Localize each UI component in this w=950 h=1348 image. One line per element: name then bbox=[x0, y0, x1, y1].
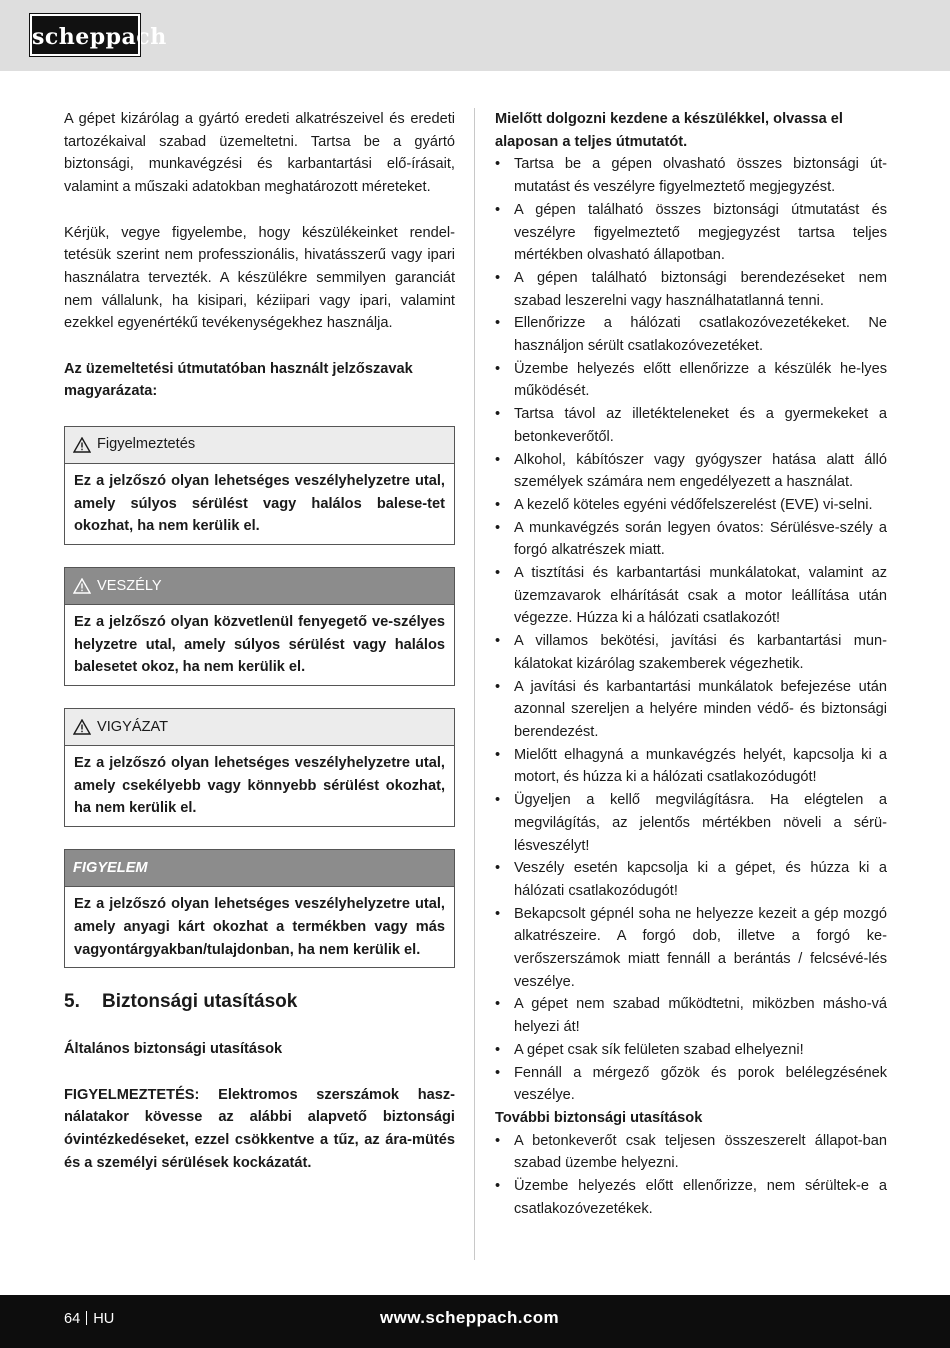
general-warning-paragraph bbox=[64, 1084, 455, 1175]
danger-box bbox=[64, 567, 455, 686]
list-item: • Mielőtt elhagyná a munkavégzés helyét, kapcsolja ki a motort, és húzza ki a hálózati csatlakozódugót! bbox=[495, 744, 887, 789]
caution-box-text: Ez a jelzőszó olyan lehetséges veszélyhelyzetre utal, amely csekélyebb vagy könnyebb sérülést okozhat, ha nem kerülik el. bbox=[74, 755, 445, 817]
danger-box-title: VESZÉLY bbox=[97, 577, 162, 594]
general-warning-text: Elektromos szerszámok hasz-nálatakor kövesse az alábbi alapvető biztonsági óvintézkedéseket, ezzel csökkentve a tűz, az ára-mütés és a személyi sérülések kockázatát. bbox=[64, 1086, 455, 1171]
section-heading bbox=[64, 990, 455, 1014]
warning-triangle-icon bbox=[73, 578, 91, 594]
safety-bullet-list bbox=[495, 153, 887, 1107]
list-item: • Alkohol, kábítószer vagy gyógyszer hatása alatt álló személyek számára nem engedélyezett a használat. bbox=[495, 449, 887, 494]
list-item: • Üzembe helyezés előtt ellenőrizze, nem sérültek-e a csatlakozóvezetékek. bbox=[495, 1175, 887, 1220]
list-item: • Fennáll a mérgező gőzök és porok belélegzésének veszélye. bbox=[495, 1062, 887, 1107]
intro-paragraph-2: Kérjük, vegye figyelembe, hogy készülékeinket rendel-tetésük szerint nem professzionális, hivatásszerű vagy ipari használatra tervezték. A készülékre semmilyen garanciát nem vállalunk, ha kisipari, kéziipari vagy ipari, valamint ezekkel egyenértékű tevékenységekhez használja. bbox=[64, 224, 455, 332]
page-separator bbox=[86, 1311, 87, 1325]
website-link[interactable]: www.scheppach.com bbox=[380, 1308, 560, 1327]
section-title: Biztonsági utasítások bbox=[102, 991, 298, 1013]
caution-box-header bbox=[65, 709, 454, 746]
notice-box-header bbox=[65, 850, 454, 887]
notice-box-title: FIGYELEM bbox=[73, 859, 148, 876]
read-manual-intro: Mielőtt dolgozni kezdene a készülékkel, olvassa el alaposan a teljes útmutatót. bbox=[495, 111, 843, 150]
list-item: • A gépen található összes biztonsági útmutatást és veszélyre figyelmeztető megjegyzést tartsa teljes mértékben olvasható állapotban. bbox=[495, 199, 887, 267]
language-code: HU bbox=[93, 1311, 115, 1327]
danger-box-text: Ez a jelzőszó olyan közvetlenül fenyegető ve-szélyes helyzetre utal, amely súlyos sérülést vagy halálos balesetet okoz, ha nem kerülik el. bbox=[74, 613, 445, 676]
warning-box bbox=[64, 426, 455, 545]
list-item: • A gépet nem szabad működtetni, miközben másho-vá helyezi át! bbox=[495, 993, 887, 1038]
caution-box-title: VIGYÁZAT bbox=[97, 718, 169, 735]
warning-box-title: Figyelmeztetés bbox=[97, 436, 196, 453]
list-item: • A gépet csak sík felületen szabad elhelyezni! bbox=[495, 1039, 887, 1062]
general-safety-heading: Általános biztonsági utasítások bbox=[64, 1041, 283, 1058]
list-item: • Bekapcsolt gépnél soha ne helyezze kezeit a gép mozgó alkatrészeire. A forgó dob, illetve a forgó ke-verőszerszámok miatt fennáll a berántás / felcsévé-lés veszélye. bbox=[495, 903, 887, 994]
list-item: • Tartsa be a gépen olvasható összes biztonsági út-mutatást és veszélyre figyelmeztető megjegyzést. bbox=[495, 153, 887, 198]
list-item: • A kezelő köteles egyéni védőfelszerelést (EVE) vi-selni. bbox=[495, 494, 887, 517]
warning-box-text: Ez a jelzőszó olyan lehetséges veszélyhelyzetre utal, amely súlyos sérülést vagy halálos balese-tet okozhat, ha nem kerülik el. bbox=[74, 472, 445, 535]
header-bar bbox=[0, 0, 950, 71]
danger-box-header bbox=[65, 568, 454, 605]
list-item: • Tartsa távol az illetékteleneket és a gyermekeket a betonkeverőtől. bbox=[495, 403, 887, 448]
further-safety-heading: További biztonsági utasítások bbox=[495, 1109, 703, 1126]
warning-box-header bbox=[65, 427, 454, 464]
list-item: • A munkavégzés során legyen óvatos: Sérülésve-szély a forgó alkatrészek miatt. bbox=[495, 517, 887, 562]
list-item: • Ellenőrizze a hálózati csatlakozóvezetékeket. Ne használjon sérült csatlakozóvezetéket. bbox=[495, 312, 887, 357]
left-column bbox=[64, 108, 455, 1174]
list-item: • A villamos bekötési, javítási és karbantartási mun-kálatokat kizárólag szakemberek végezhetik. bbox=[495, 630, 887, 675]
section-number: 5. bbox=[64, 991, 80, 1013]
warning-triangle-icon bbox=[73, 437, 91, 453]
notice-box-text: Ez a jelzőszó olyan lehetséges veszélyhelyzetre utal, amely anyagi kárt okozhat a termékben vagy más vagyontárgyakban/tulajdonban, ha nem kerülik el. bbox=[74, 896, 445, 958]
warning-triangle-icon bbox=[73, 719, 91, 735]
notice-box bbox=[64, 849, 455, 968]
page-number: 64 bbox=[64, 1311, 81, 1327]
intro-paragraph-1: A gépet kizárólag a gyártó eredeti alkatrészeivel és eredeti tartozékaival szabad üzemeltetni. Tartsa be a gyártó biztonsági, munkavégzési és karbantartási elő-írásait, valamint a műszaki adatokban meghatározott méreteket. bbox=[64, 111, 455, 196]
right-column bbox=[495, 108, 887, 1220]
list-item: • Üzembe helyezés előtt ellenőrizze a készülék he-lyes működését. bbox=[495, 358, 887, 403]
caution-box bbox=[64, 708, 455, 827]
page-indicator bbox=[64, 1311, 114, 1327]
signal-words-heading: Az üzemeltetési útmutatóban használt jelzőszavak magyarázata: bbox=[64, 360, 413, 400]
column-divider bbox=[474, 108, 475, 1260]
list-item: • Ügyeljen a kellő megvilágításra. Ha elégtelen a megvilágítás, az jelentős mértékben növeli a sérü-lésveszélyt! bbox=[495, 789, 887, 857]
list-item: • A javítási és karbantartási munkálatok befejezése után azonnal szereljen a helyére minden védő- és biztonsági berendezést. bbox=[495, 676, 887, 744]
scheppach-logo: scheppach bbox=[30, 14, 140, 56]
list-item: • A betonkeverőt csak teljesen összeszerelt állapot-ban szabad üzembe helyezni. bbox=[495, 1130, 887, 1175]
list-item: • Veszély esetén kapcsolja ki a gépet, és húzza ki a hálózati csatlakozódugót! bbox=[495, 857, 887, 902]
general-warning-label: FIGYELMEZTETÉS: bbox=[64, 1086, 200, 1103]
list-item: • A gépen található biztonsági berendezéseket nem szabad leszerelni vagy használhatatlanná tenni. bbox=[495, 267, 887, 312]
list-item: • A tisztítási és karbantartási munkálatokat, valamint az üzemzavarok elhárítását csak a motor leállítása után végezze. Húzza ki a hálózati csatlakozót! bbox=[495, 562, 887, 630]
footer-bar bbox=[0, 1295, 950, 1348]
further-safety-list bbox=[495, 1130, 887, 1221]
